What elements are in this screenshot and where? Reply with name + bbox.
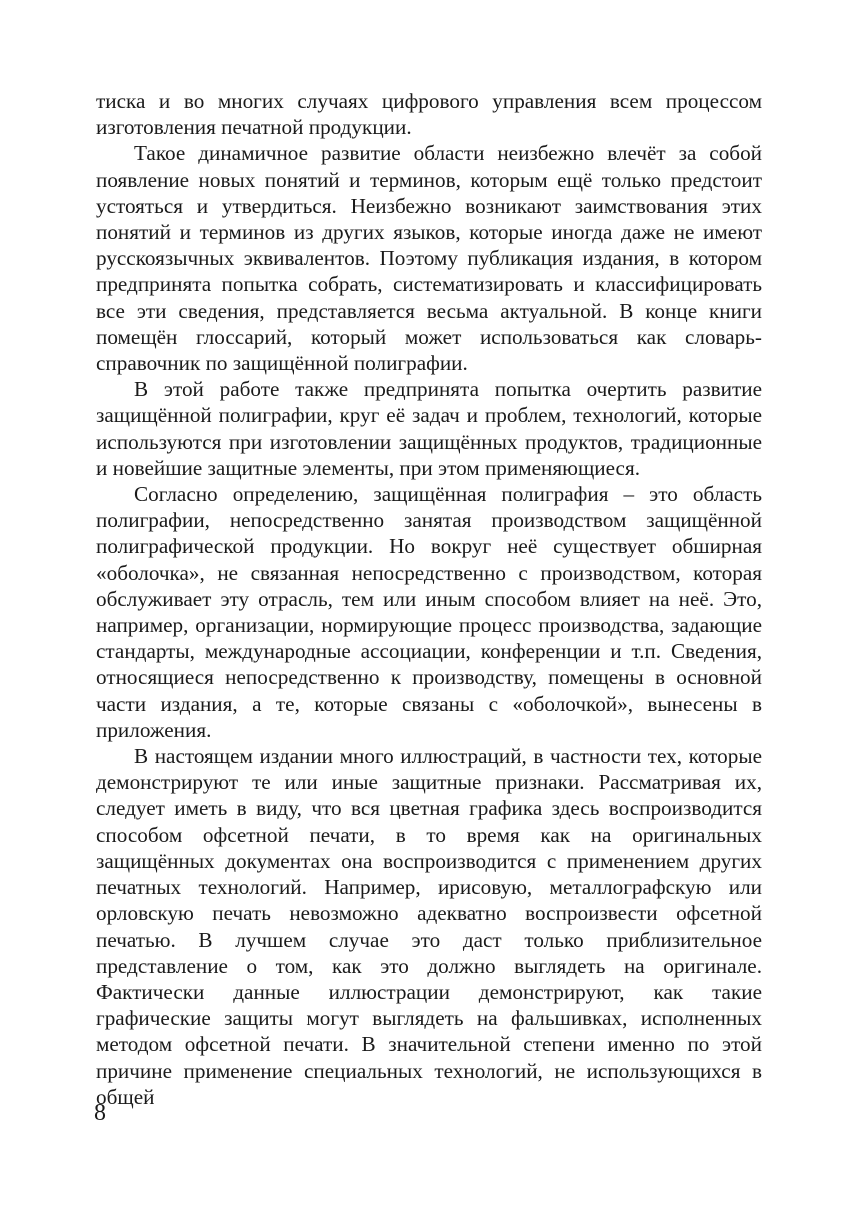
page-body xyxy=(96,88,762,1110)
page-number: 8 xyxy=(94,1100,106,1126)
paragraph-3: В этой работе также предпринята попытка очертить развитие защищённой полиграфии, круг её задач и проблем, технологий, которые используются при изготовлении защищённых продуктов, традиционные и новейшие защитные элементы, при этом применяющиеся. xyxy=(96,377,762,480)
paragraph-4: Согласно определению, защищённая полиграфия – это область полиграфии, непосредственно занятая производством защищённой полиграфической продукции. Но вокруг неё существует обширная «оболочка», не связанная непосредственно с производством, которая обслуживает эту отрасль, тем или иным способом влияет на неё. Это, например, организации, нормирующие процесс производства, задающие стандарты, международные ассоциации, конференции и т.п. Сведения, относящиеся непосредственно к производству, помещены в основной части издания, а те, которые связаны с «оболочкой», вынесены в приложения. xyxy=(96,482,762,742)
paragraph-1: тиска и во многих случаях цифрового управления всем процессом изготовления печатной продукции. xyxy=(96,89,762,140)
paragraph-2: Такое динамичное развитие области неизбежно влечёт за собой появление новых понятий и терминов, которым ещё только предстоит устояться и утвердиться. Неизбежно возникают заимствования этих понятий и терминов из других языков, которые иногда даже не имеют русскоязычных эквивалентов. Поэтому публикация издания, в котором предпринята попытка собрать, систематизировать и классифицировать все эти сведения, представляется весьма актуальной. В конце книги помещён глоссарий, который может использоваться как словарь-справочник по защищённой полиграфии. xyxy=(96,141,762,376)
paragraph-5: В настоящем издании много иллюстраций, в частности тех, которые демонстрируют те или иные защитные признаки. Рассматривая их, следует иметь в виду, что вся цветная графика здесь воспроизводится способом офсетной печати, в то время как на оригинальных защищённых документах она воспроизводится с применением других печатных технологий. Например, ирисовую, металлографскую или орловскую печать невозможно адекватно воспроизвести офсетной печатью. В лучшем случае это даст только приблизительное представление о том, как это должно выглядеть на оригинале. Фактически данные иллюстрации демонстрируют, как такие графические защиты могут выглядеть на фальшивках, исполненных методом офсетной печати. В значительной степени именно по этой причине применение специальных технологий, не использующихся в общей xyxy=(96,744,762,1109)
